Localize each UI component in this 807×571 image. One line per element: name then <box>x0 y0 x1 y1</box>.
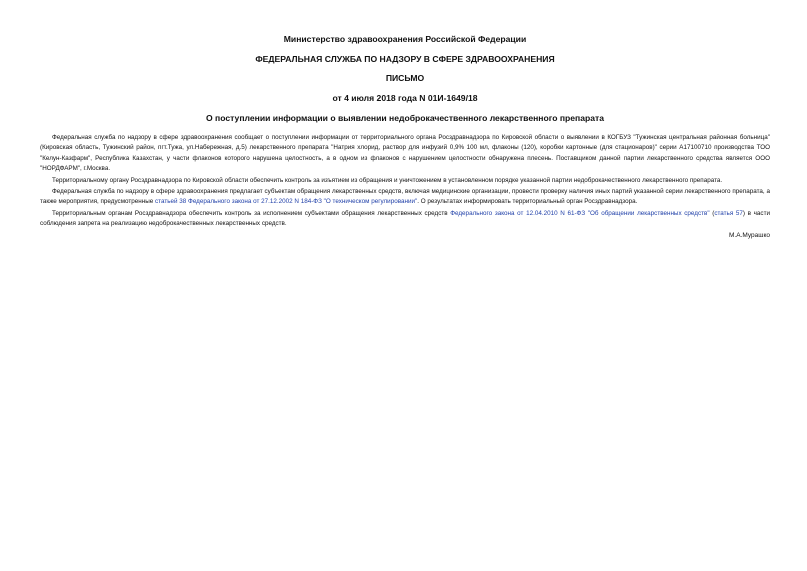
document-type: ПИСЬМО <box>385 73 425 83</box>
law-184-fz-article-38-link[interactable]: статьей 38 Федерального закона от 27.12.2002 N 184-ФЗ "О техническом регулировании" <box>155 198 418 206</box>
paragraph-3-text-end: . О результатах информировать территориальный орган Росздравнадзора. <box>417 198 638 206</box>
paragraph-4 <box>40 209 770 230</box>
document-body <box>40 133 770 230</box>
paragraph-4-text-mid: ( <box>709 209 715 217</box>
service-name: ФЕДЕРАЛЬНАЯ СЛУЖБА ПО НАДЗОРУ В СФЕРЕ ЗДРАВООХРАНЕНИЯ <box>255 54 555 64</box>
paragraph-4-text-end: ) в части соблюдения запрета на реализацию недоброкачественных лекарственных средств. <box>40 209 770 228</box>
paragraph-2: Территориальному органу Росздравнадзора по Кировской области обеспечить контроль за изъятием из обращения и уничтожением в установленном порядке указанной партии недоброкачественного лекарственного препарата. <box>52 176 723 184</box>
law-61-fz-link[interactable]: Федерального закона от 12.04.2010 N 61-ФЗ "Об обращении лекарственных средств" <box>450 209 710 217</box>
document-subject: О поступлении информации о выявлении недоброкачественного лекарственного препарата <box>205 113 605 123</box>
paragraph-1: Федеральная служба по надзору в сфере здравоохранения сообщает о поступлении информации от территориального органа Росздравнадзора по Кировской области о выявлении в КОГБУЗ "Тужинская центральная районная больница" (Кировская область, Тужинский район, пгт.Тужа, ул.Набережная, д.5) лекарственного препарата "Натрия хлорид, раствор для инфузий 0,9% 100 мл, флаконы (120), коробки картонные (для стационаров)" серии А17100710 производства ТОО "Келун-Казфарм", Республика Казахстан, у части флаконов которого нарушена целостность, а в одном из флаконов с нарушением целостности обнаружена плесень. Поставщиком данной партии лекарственного средства является ООО "НОРДФАРМ", г.Москва. <box>40 134 770 173</box>
document-page <box>40 34 770 241</box>
paragraph-4-text-start: Территориальным органам Росздравнадзора обеспечить контроль за исполнением субъектами обращения лекарственных средств <box>52 209 451 217</box>
paragraph-3 <box>40 187 770 208</box>
document-date-number: от 4 июля 2018 года N 01И-1649/18 <box>332 93 478 103</box>
article-57-link[interactable]: статья 57 <box>714 209 743 217</box>
signature: М.А.Мурашко <box>728 231 770 239</box>
paragraph-3-text-start: Федеральная служба по надзору в сфере здравоохранения предлагает субъектам обращения лекарственных средств, включая медицинские организации, провести проверку наличия иных партий указанной серии лекарственного препарата, а также мероприятия, предусмотренные <box>40 188 770 206</box>
ministry-name: Министерство здравоохранения Российской Федерации <box>283 34 527 44</box>
